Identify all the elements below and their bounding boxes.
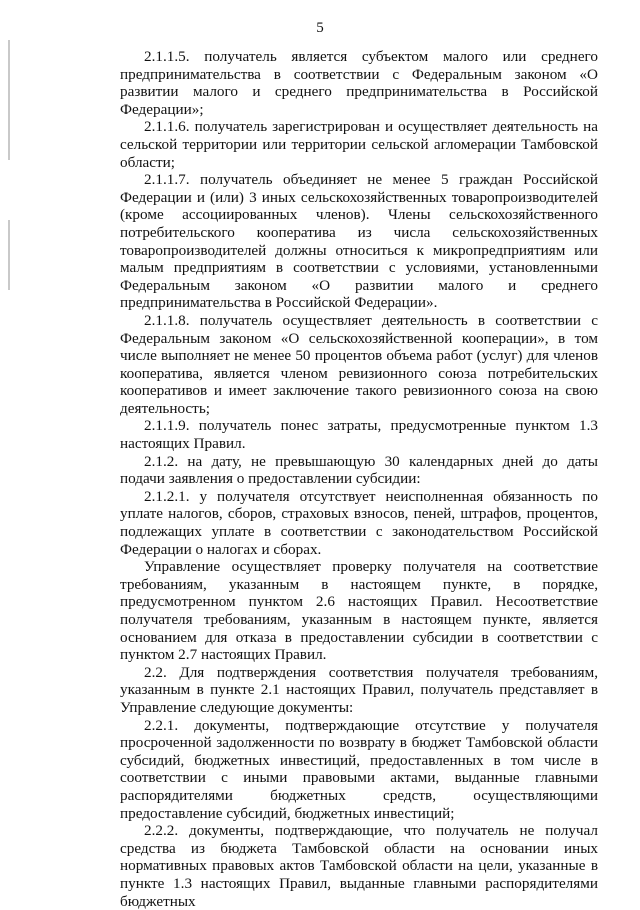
paragraph-2-1-1-8: 2.1.1.8. получатель осуществляет деятельность в соответствии с Федеральным законом «О сельскохозяйственной кооперации», в том числе выполняет не менее 50 процентов объема работ (услуг) для членов кооператива, является членом ревизионного союза потребительских кооперативов и имеет заключение такого ревизионного союза на свою деятельность; [120,311,598,417]
paragraph-2-1-1-5: 2.1.1.5. получатель является субъектом малого или среднего предпринимательства в соответствии с Федеральным законом «О развитии малого и среднего предпринимательства в Российской Федерации»; [120,48,598,118]
scan-margin-mark [8,220,10,290]
paragraph-2-1-1-9: 2.1.1.9. получатель понес затраты, предусмотренные пунктом 1.3 настоящих Правил. [120,417,598,453]
paragraph-2-1-2: 2.1.2. на дату, не превышающую 30 календарных дней до даты подачи заявления о предоставлении субсидии: [120,452,598,488]
paragraph-verification: Управление осуществляет проверку получателя на соответствие требованиям, указанным в настоящем пункте, в порядке, предусмотренном пунктом 2.6 настоящих Правил. Несоответствие получателя требованиям, указанным в настоящем пункте, является основанием для отказа в предоставлении субсидии в соответствии с пунктом 2.7 настоящих Правил. [120,558,598,664]
page-number: 5 [316,20,324,36]
paragraph-2-2: 2.2. Для подтверждения соответствия получателя требованиям, указанным в пункте 2.1 настоящих Правил, получатель представляет в Управление следующие документы: [120,663,598,716]
paragraph-2-2-2: 2.2.2. документы, подтверждающие, что получатель не получал средства из бюджета Тамбовской области на основании иных нормативных правовых актов Тамбовской области на цели, указанные в пункте 1.3 настоящих Правил, выданные главными распорядителями бюджетных [120,822,598,910]
paragraph-2-1-1-6: 2.1.1.6. получатель зарегистрирован и осуществляет деятельность на сельской территории или территории сельской агломерации Тамбовской области; [120,118,598,171]
paragraph-2-1-1-7: 2.1.1.7. получатель объединяет не менее 5 граждан Российской Федерации и (или) 3 иных сельскохозяйственных товаропроизводителей (кроме ассоциированных членов). Члены сельскохозяйственного потребительского кооператива из числа сельскохозяйственных товаропроизводителей должны относиться к микропредприятиям или малым предприятиям в соответствии с условиями, установленными Федеральным законом «О развитии малого и среднего предпринимательства в Российской Федерации». [120,171,598,312]
paragraph-2-1-2-1: 2.1.2.1. у получателя отсутствует неисполненная обязанность по уплате налогов, сборов, страховых взносов, пеней, штрафов, процентов, подлежащих уплате в соответствии с законодательством Российской Федерации о налогах и сборах. [120,487,598,558]
scan-margin-mark [8,40,10,160]
paragraph-2-2-1: 2.2.1. документы, подтверждающие отсутствие у получателя просроченной задолженности по возврату в бюджет Тамбовской области субсидий, бюджетных инвестиций, предоставленных в том числе в соответствии с иными правовыми актами, выданные главными распорядителями бюджетных средств, осуществляющими предоставление субсидий, бюджетных инвестиций; [120,716,598,822]
document-body [120,48,598,910]
